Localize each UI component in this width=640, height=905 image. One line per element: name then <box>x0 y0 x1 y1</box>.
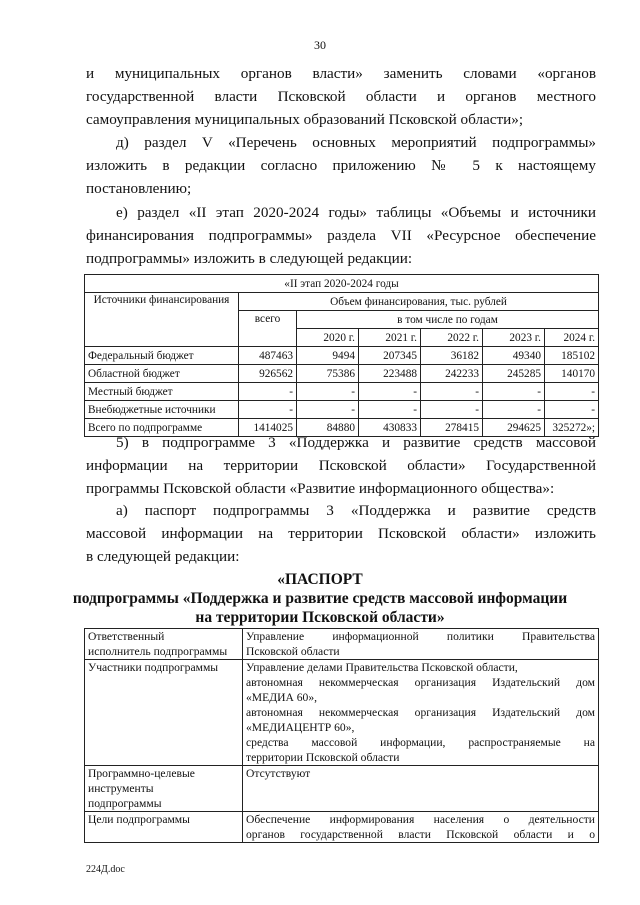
cell-value: 325272»; <box>545 419 599 437</box>
text-line: постановлению; <box>86 180 192 197</box>
year-header: 2024 г. <box>545 329 599 347</box>
cell-total: - <box>239 383 297 401</box>
years-header: в том числе по годам <box>297 311 599 329</box>
passport-title: «ПАСПОРТ <box>277 571 363 588</box>
row-label: Программно-целевые инструменты подпрограммы <box>85 766 243 812</box>
text-line: а) паспорт подпрограммы 3 «Поддержка и развитие средств <box>116 502 596 519</box>
cell-value: 49340 <box>483 347 545 365</box>
cell-value: - <box>297 383 359 401</box>
text-line: подпрограммы» изложить в следующей редакции: <box>86 250 413 267</box>
table-row <box>85 766 599 812</box>
year-header: 2022 г. <box>421 329 483 347</box>
cell-value: 245285 <box>483 365 545 383</box>
cell-value: 278415 <box>421 419 483 437</box>
row-value: Управление информационной политики Правительства Псковской области <box>243 629 599 660</box>
cell-total: - <box>239 401 297 419</box>
row-label: Местный бюджет <box>85 383 239 401</box>
paragraph-4 <box>86 431 596 500</box>
cell-value: 140170 <box>545 365 599 383</box>
table-row <box>85 660 599 766</box>
row-value: Обеспечение информирования населения о деятельности органов государственной власти Псковской области и о <box>243 812 599 843</box>
table-row <box>85 365 599 383</box>
cell-value: 84880 <box>297 419 359 437</box>
table-row <box>85 401 599 419</box>
paragraph-5 <box>86 499 596 568</box>
passport-subtitle: на территории Псковской области» <box>195 609 445 626</box>
cell-value: 207345 <box>359 347 421 365</box>
paragraph-2 <box>86 131 596 200</box>
cell-value: - <box>359 401 421 419</box>
total-header: всего <box>239 311 297 347</box>
cell-value: - <box>297 401 359 419</box>
text-line: информации на территории Псковской области» Государственной <box>86 457 596 474</box>
cell-value: 75386 <box>297 365 359 383</box>
cell-value: 36182 <box>421 347 483 365</box>
cell-value: - <box>483 383 545 401</box>
cell-value: 9494 <box>297 347 359 365</box>
text-line: программы Псковской области «Развитие информационного общества»: <box>86 480 555 497</box>
cell-value: - <box>421 401 483 419</box>
text-line: финансирования подпрограммы» раздела VII «Ресурсное обеспечение <box>86 227 596 244</box>
paragraph-3 <box>86 201 596 270</box>
row-label: Федеральный бюджет <box>85 347 239 365</box>
cell-value: - <box>421 383 483 401</box>
text-line: самоуправления муниципальных образований Псковской области»; <box>86 111 524 128</box>
row-label: Цели подпрограммы <box>85 812 243 843</box>
year-header: 2020 г. <box>297 329 359 347</box>
table-row <box>85 812 599 843</box>
cell-value: - <box>483 401 545 419</box>
paragraph-1 <box>86 62 596 131</box>
financing-table <box>84 274 599 437</box>
stage-header: «II этап 2020-2024 годы <box>85 275 599 293</box>
cell-value: 185102 <box>545 347 599 365</box>
volume-header: Объем финансирования, тыс. рублей <box>239 293 599 311</box>
cell-value: 430833 <box>359 419 421 437</box>
row-value: Отсутствуют <box>243 766 599 812</box>
cell-value: 223488 <box>359 365 421 383</box>
table-row <box>85 347 599 365</box>
cell-value: - <box>545 401 599 419</box>
text-line: д) раздел V «Перечень основных мероприятий подпрограммы» <box>116 134 596 151</box>
row-label: Внебюджетные источники <box>85 401 239 419</box>
text-line: государственной власти Псковской области и органов местного <box>86 88 596 105</box>
page-number: 30 <box>314 38 326 52</box>
cell-value: 242233 <box>421 365 483 383</box>
year-header: 2023 г. <box>483 329 545 347</box>
text-line: изложить в редакции согласно приложению № 5 к настоящему <box>86 157 596 174</box>
cell-value: - <box>545 383 599 401</box>
year-header: 2021 г. <box>359 329 421 347</box>
source-header: Источники финансирования <box>85 293 239 347</box>
cell-total: 487463 <box>239 347 297 365</box>
passport-subtitle: подпрограммы «Поддержка и развитие средств массовой информации <box>72 590 568 607</box>
row-label: Ответственный исполнитель подпрограммы <box>85 629 243 660</box>
text-line: 5) в подпрограмме 3 «Поддержка и развитие средств массовой <box>116 434 596 451</box>
footer-filename: 224Д.doc <box>86 864 125 875</box>
cell-value: - <box>359 383 421 401</box>
cell-total: 926562 <box>239 365 297 383</box>
cell-value: 294625 <box>483 419 545 437</box>
text-line: в следующей редакции: <box>86 548 240 565</box>
row-value: Управление делами Правительства Псковской области, автономная некоммерческая организация Издательский дом «МЕДИА 60», автономная некоммерческая организация Издательский дом «МЕДИАЦЕНТР 60», средства массовой информации, распространяемые на территории Псковской области <box>243 660 599 766</box>
cell-total: 1414025 <box>239 419 297 437</box>
row-label: Участники подпрограммы <box>85 660 243 766</box>
row-label: Всего по подпрограмме <box>85 419 239 437</box>
text-line: е) раздел «II этап 2020-2024 годы» таблицы «Объемы и источники <box>116 204 596 221</box>
table-row <box>85 383 599 401</box>
text-line: и муниципальных органов власти» заменить словами «органов <box>86 65 596 82</box>
text-line: массовой информации на территории Псковской области» изложить <box>86 525 596 542</box>
row-label: Областной бюджет <box>85 365 239 383</box>
passport-table <box>84 628 599 843</box>
table-row <box>85 629 599 660</box>
